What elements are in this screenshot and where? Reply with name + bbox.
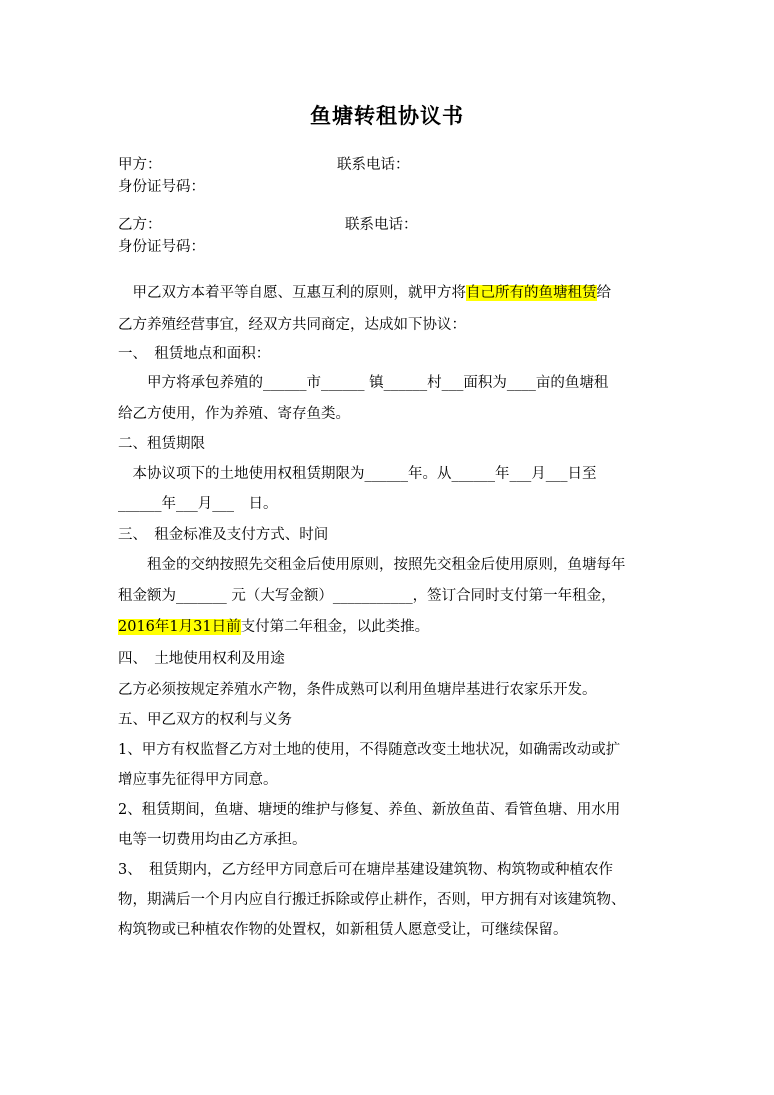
party-b-label: 乙方： <box>118 217 162 233</box>
section-1-heading: 一、 租赁地点和面积： <box>118 346 271 362</box>
section-3-line-3-text: 支付第二年租金，以此类推。 <box>240 619 430 635</box>
section-1-line-2: 给乙方使用，作为养殖、寄存鱼类。 <box>118 406 350 422</box>
party-b-id-label: 身份证号码： <box>118 239 205 255</box>
section-4-heading: 四、 土地使用权利及用途 <box>118 651 285 667</box>
section-5-item-2-line-1: 2、租赁期间，鱼塘、塘埂的维护与修复、养鱼、新放鱼苗、看管鱼塘、用水用 <box>118 802 621 818</box>
section-2-line-2: ______年___月___ 日。 <box>118 496 278 512</box>
party-a-label: 甲方： <box>118 157 162 173</box>
section-2-heading: 二、租赁期限 <box>118 436 205 452</box>
document-title: 鱼塘转租协议书 <box>310 104 464 128</box>
section-5-item-2-line-2: 电等一切费用均由乙方承担。 <box>118 832 307 848</box>
intro-text: 甲乙双方本着平等自愿、互惠互利的原则，就甲方将 <box>118 285 466 301</box>
party-a-id-label: 身份证号码： <box>118 179 205 195</box>
party-b-phone-label: 联系电话： <box>345 217 418 233</box>
intro-line-2: 乙方养殖经营事宜，经双方共同商定，达成如下协议： <box>118 317 466 333</box>
section-5-item-1-line-1: 1、甲方有权监督乙方对土地的使用，不得随意改变土地状况，如确需改动或扩 <box>118 742 621 758</box>
section-5-item-3-line-1: 3、 租赁期内，乙方经甲方同意后可在塘岸基建设建筑物、构筑物或种植农作 <box>118 862 613 878</box>
section-3-heading: 三、 租金标准及支付方式、时间 <box>118 527 329 543</box>
section-3-line-2: 租金额为_______ 元（大写金额）___________，签订合同时支付第一年租金， <box>118 588 616 604</box>
payment-date-highlight: 2016年1月31日前 <box>118 619 241 635</box>
section-5-item-1-line-2: 增应事先征得甲方同意。 <box>118 772 278 788</box>
intro-text-end: 给 <box>596 285 611 301</box>
section-5-heading: 五、甲乙双方的权利与义务 <box>118 712 292 728</box>
intro-highlight: 自己所有的鱼塘租赁 <box>466 285 597 301</box>
section-5-item-3-line-3: 构筑物或已种植农作物的处置权，如新租赁人愿意受让，可继续保留。 <box>118 922 568 938</box>
intro-line-1 <box>118 283 611 303</box>
section-3-line-1: 租金的交纳按照先交租金后使用原则，按照先交租金后使用原则，鱼塘每年 <box>118 557 626 573</box>
party-a-phone-label: 联系电话： <box>337 157 410 173</box>
section-3-line-3 <box>118 617 429 637</box>
section-2-line-1: 本协议项下的土地使用权租赁期限为______年。从______年___月___日至 <box>118 466 597 482</box>
section-4-line-1: 乙方必须按规定养殖水产物，条件成熟可以利用鱼塘岸基进行农家乐开发。 <box>118 682 597 698</box>
section-1-line-1: 甲方将承包养殖的______市______ 镇______村___面积为____亩的鱼塘租 <box>118 375 609 391</box>
section-5-item-3-line-2: 物，期满后一个月内应自行搬迁拆除或停止耕作，否则，甲方拥有对该建筑物、 <box>118 892 626 908</box>
